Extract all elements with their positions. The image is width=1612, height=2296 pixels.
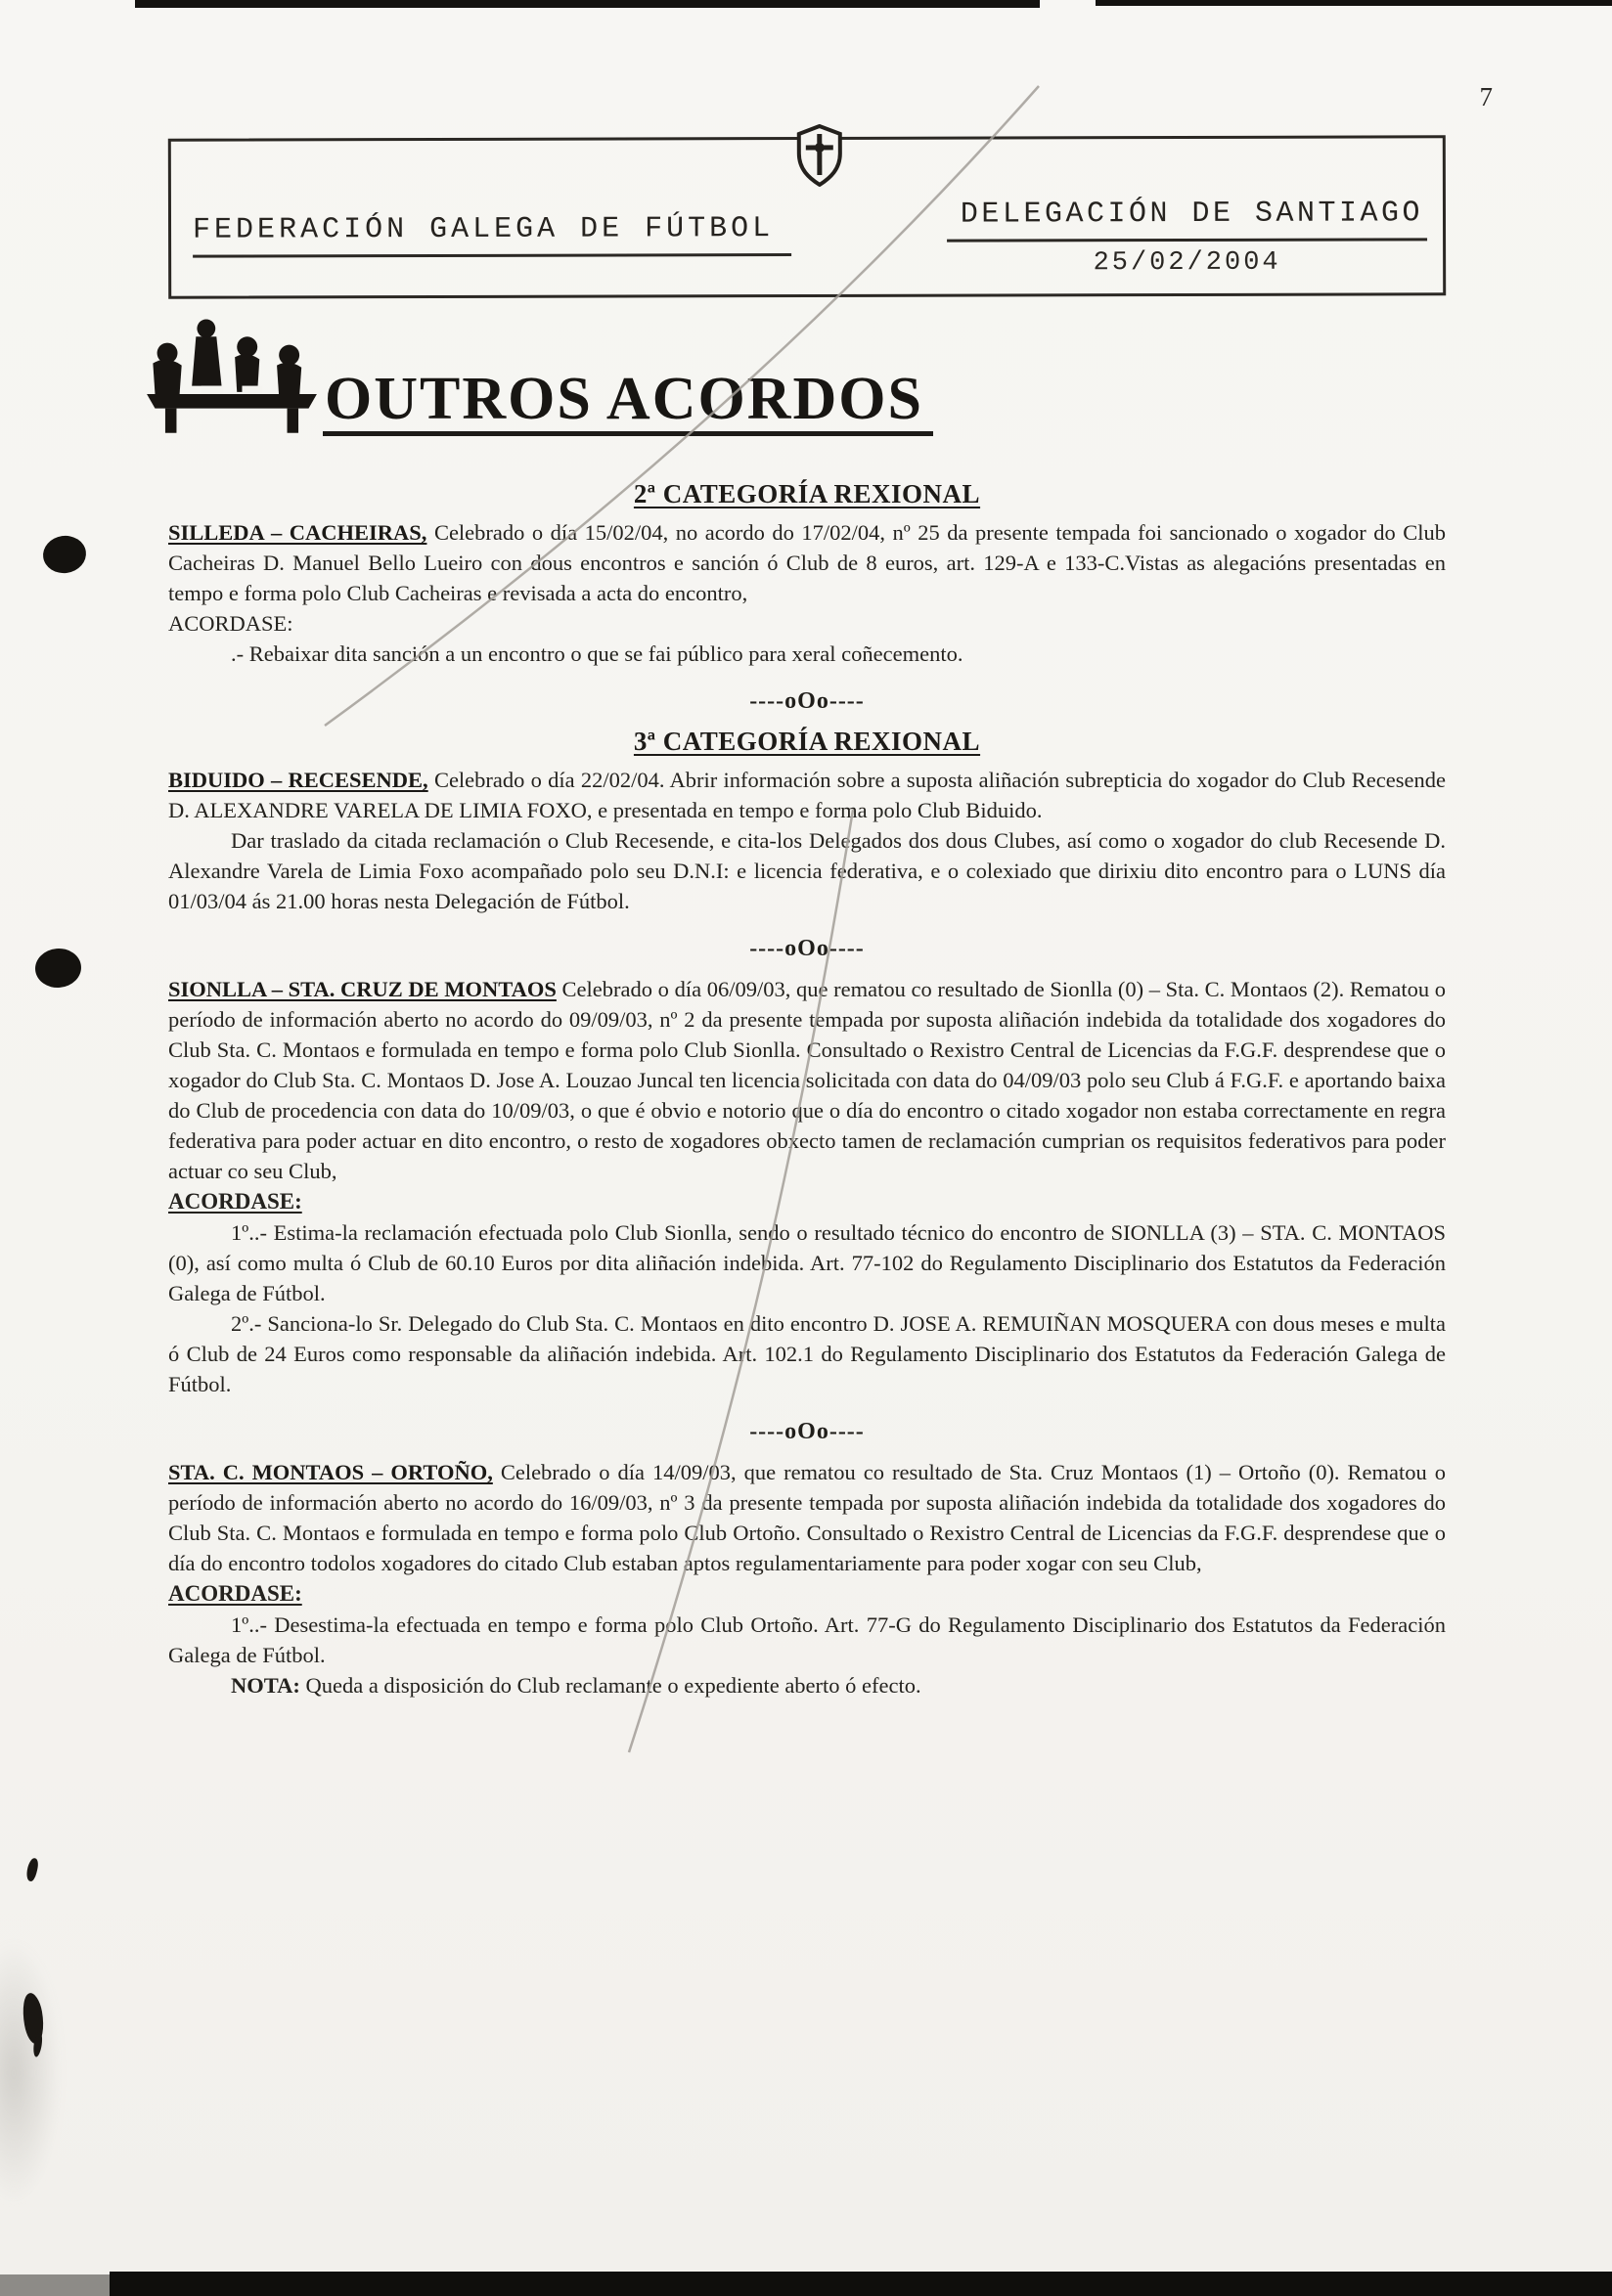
acordase-label: ACORDASE: xyxy=(168,611,293,636)
scanner-edge-artifact xyxy=(110,2272,1612,2296)
ink-smudge xyxy=(20,1992,48,2046)
match-name: SIONLLA – STA. CRUZ DE MONTAOS xyxy=(168,977,557,1001)
federation-name: FEDERACIÓN GALEGA DE FÚTBOL xyxy=(193,212,791,258)
federation-shield-icon xyxy=(796,124,843,187)
document-title-row xyxy=(145,311,933,436)
ruling-silleda-cacheiras xyxy=(168,517,1446,669)
acordase-label: ACORDASE: xyxy=(168,1581,302,1606)
section-separator: ----oOo---- xyxy=(749,936,865,961)
scanner-edge-artifact xyxy=(135,0,1040,8)
ruling-sionlla-montaos xyxy=(168,974,1446,1399)
meeting-people-icon xyxy=(145,311,319,436)
section-separator: ----oOo---- xyxy=(749,1419,865,1444)
ruling-paragraph xyxy=(168,974,1446,1186)
resolution-text: 2º.- Sanciona-lo Sr. Delegado do Club Sta. C. Montaos en dito encontro D. JOSE A. REMUIÑAN MOSQUERA con dous meses e multa ó Club de 24 Euros como responsable da aliñación indebida. Art. 102.1 do Regulamento Disciplinario dos Estatutos da Federación Galega de Fútbol. xyxy=(168,1311,1446,1396)
document-date: 25/02/2004 xyxy=(1093,247,1281,279)
ruling-text: Dar traslado da citada reclamación o Club Recesende, e cita-los Delegados dos dous Clubes, así como o xogador do club Recesende D. Alexandre Varela de Limia Foxo acompañado polo seu D.N.I: e licencia federativa, e o colexiado que dirixiu dito encontro para o LUNS día 01/03/04 ás 21.00 horas nesta Delegación de Fútbol. xyxy=(168,828,1446,913)
section-heading-3a-categoria: 3ª CATEGORÍA REXIONAL xyxy=(633,727,981,756)
resolution-text: 1º..- Desestima-la efectuada en tempo e forma polo Club Ortoño. Art. 77-G do Regulamento Disciplinario dos Estatutos da Federación Galega de Fútbol. xyxy=(168,1612,1446,1667)
resolution-text: 1º..- Estima-la reclamación efectuada polo Club Sionlla, sendo o resultado técnico do encontro de SIONLLA (3) – STA. C. MONTAOS (0), así como multa ó Club de 60.10 Euros por dita aliñación indebida. Art. 77-102 do Regulamento Disciplinario dos Estatutos da Federación Galega de Fútbol. xyxy=(168,1220,1446,1305)
match-name: SILLEDA – CACHEIRAS, xyxy=(168,520,427,545)
nota-line xyxy=(168,1670,1446,1700)
delegation-name: DELEGACIÓN DE SANTIAGO xyxy=(947,197,1427,242)
page-number: 7 xyxy=(1479,82,1493,111)
ruling-text: Celebrado o día 14/09/03, que rematou co resultado de Sta. Cruz Montaos (1) – Ortoño (0). Rematou o período de información aberto no acordo do 16/09/03, nº 3 da presente tempada por suposta aliñación indebida da totalidade dos xogadores do Club Sta. C. Montaos e formulada en tempo e forma polo Club Ortoño. Consultado o Rexistro Central de Licencias da F.G.F. desprendese que o día do encontro todolos xogadores do citado Club estaban aptos regulamentariamente para poder xogar con seu Club, xyxy=(168,1460,1447,1575)
scanner-edge-artifact xyxy=(0,2274,110,2296)
scanner-edge-artifact xyxy=(1096,0,1612,6)
ruling-text: Celebrado o día 22/02/04. Abrir información sobre a suposta aliñación subrepticia do xogador do Club Recesende D. ALEXANDRE VARELA DE LIMIA FOXO, e presentada en tempo e forma polo Club Biduido. xyxy=(168,768,1446,822)
nota-label: NOTA: xyxy=(231,1673,300,1698)
letterhead-box xyxy=(168,135,1446,298)
ruling-text: Celebrado o día 06/09/03, que rematou co resultado de Sionlla (0) – Sta. C. Montaos (2). Rematou o período de información aberto no acordo do 09/09/03, nº 2 da presente tempada por suposta aliñación indebida da totalidade dos xogadores do Club Sta. C. Montaos e formulada en tempo e forma polo Club Sionlla. Consultado o Rexistro Central de Licencias da F.G.F. desprendese que o xogador do Club Sta. C. Montaos D. Jose A. Louzao Juncal ten licencia solicitada con data do 04/09/03 polo seu Club á F.G.F. e aportando baixa do Club de procedencia con data do 10/09/03, o que é obvio e notorio que o día do encontro o citado xogador non estaba correctamente en regra federativa para poder actuar en dito encontro, o resto de xogadores obxecto tamen de reclamación cumprian os requisitos federativos para poder actuar co seu Club, xyxy=(168,977,1446,1183)
punch-hole xyxy=(41,533,89,576)
ruling-biduido-recesende xyxy=(168,765,1446,916)
section-separator: ----oOo---- xyxy=(749,688,865,714)
acordase-label: ACORDASE: xyxy=(168,1189,302,1214)
match-name: BIDUIDO – RECESENDE, xyxy=(168,768,428,792)
letterhead-right xyxy=(947,197,1427,278)
scan-smudge xyxy=(0,1941,61,2205)
ruling-text: Celebrado o día 15/02/04, no acordo do 17/02/04, nº 25 da presente tempada foi sancionado o xogador do Club Cacheiras D. Manuel Bello Lueiro con dous encontros e sanción ó Club de 8 euros, art. 129-A e 133-C.Vistas as alegacións presentadas en tempo e forma polo Club Cacheiras e revisada a acta do encontro, xyxy=(168,520,1447,605)
ruling-paragraph xyxy=(168,1457,1446,1578)
document-title: OUTROS ACORDOS xyxy=(323,368,933,436)
ruling-paragraph xyxy=(168,765,1446,825)
ruling-paragraph xyxy=(168,517,1446,608)
resolution-text: .- Rebaixar dita sanción a un encontro o que se fai público para xeral coñecemento. xyxy=(231,641,963,666)
document-body xyxy=(168,475,1446,1702)
ruling-montaos-ortono xyxy=(168,1457,1446,1700)
punch-hole xyxy=(33,947,82,990)
nota-text: Queda a disposición do Club reclamante o expediente aberto ó efecto. xyxy=(305,1673,921,1698)
match-name: STA. C. MONTAOS – ORTOÑO, xyxy=(168,1460,493,1484)
section-heading-2a-categoria: 2ª CATEGORÍA REXIONAL xyxy=(633,479,981,508)
letterhead-left xyxy=(193,212,791,247)
ink-smudge xyxy=(24,1857,40,1882)
